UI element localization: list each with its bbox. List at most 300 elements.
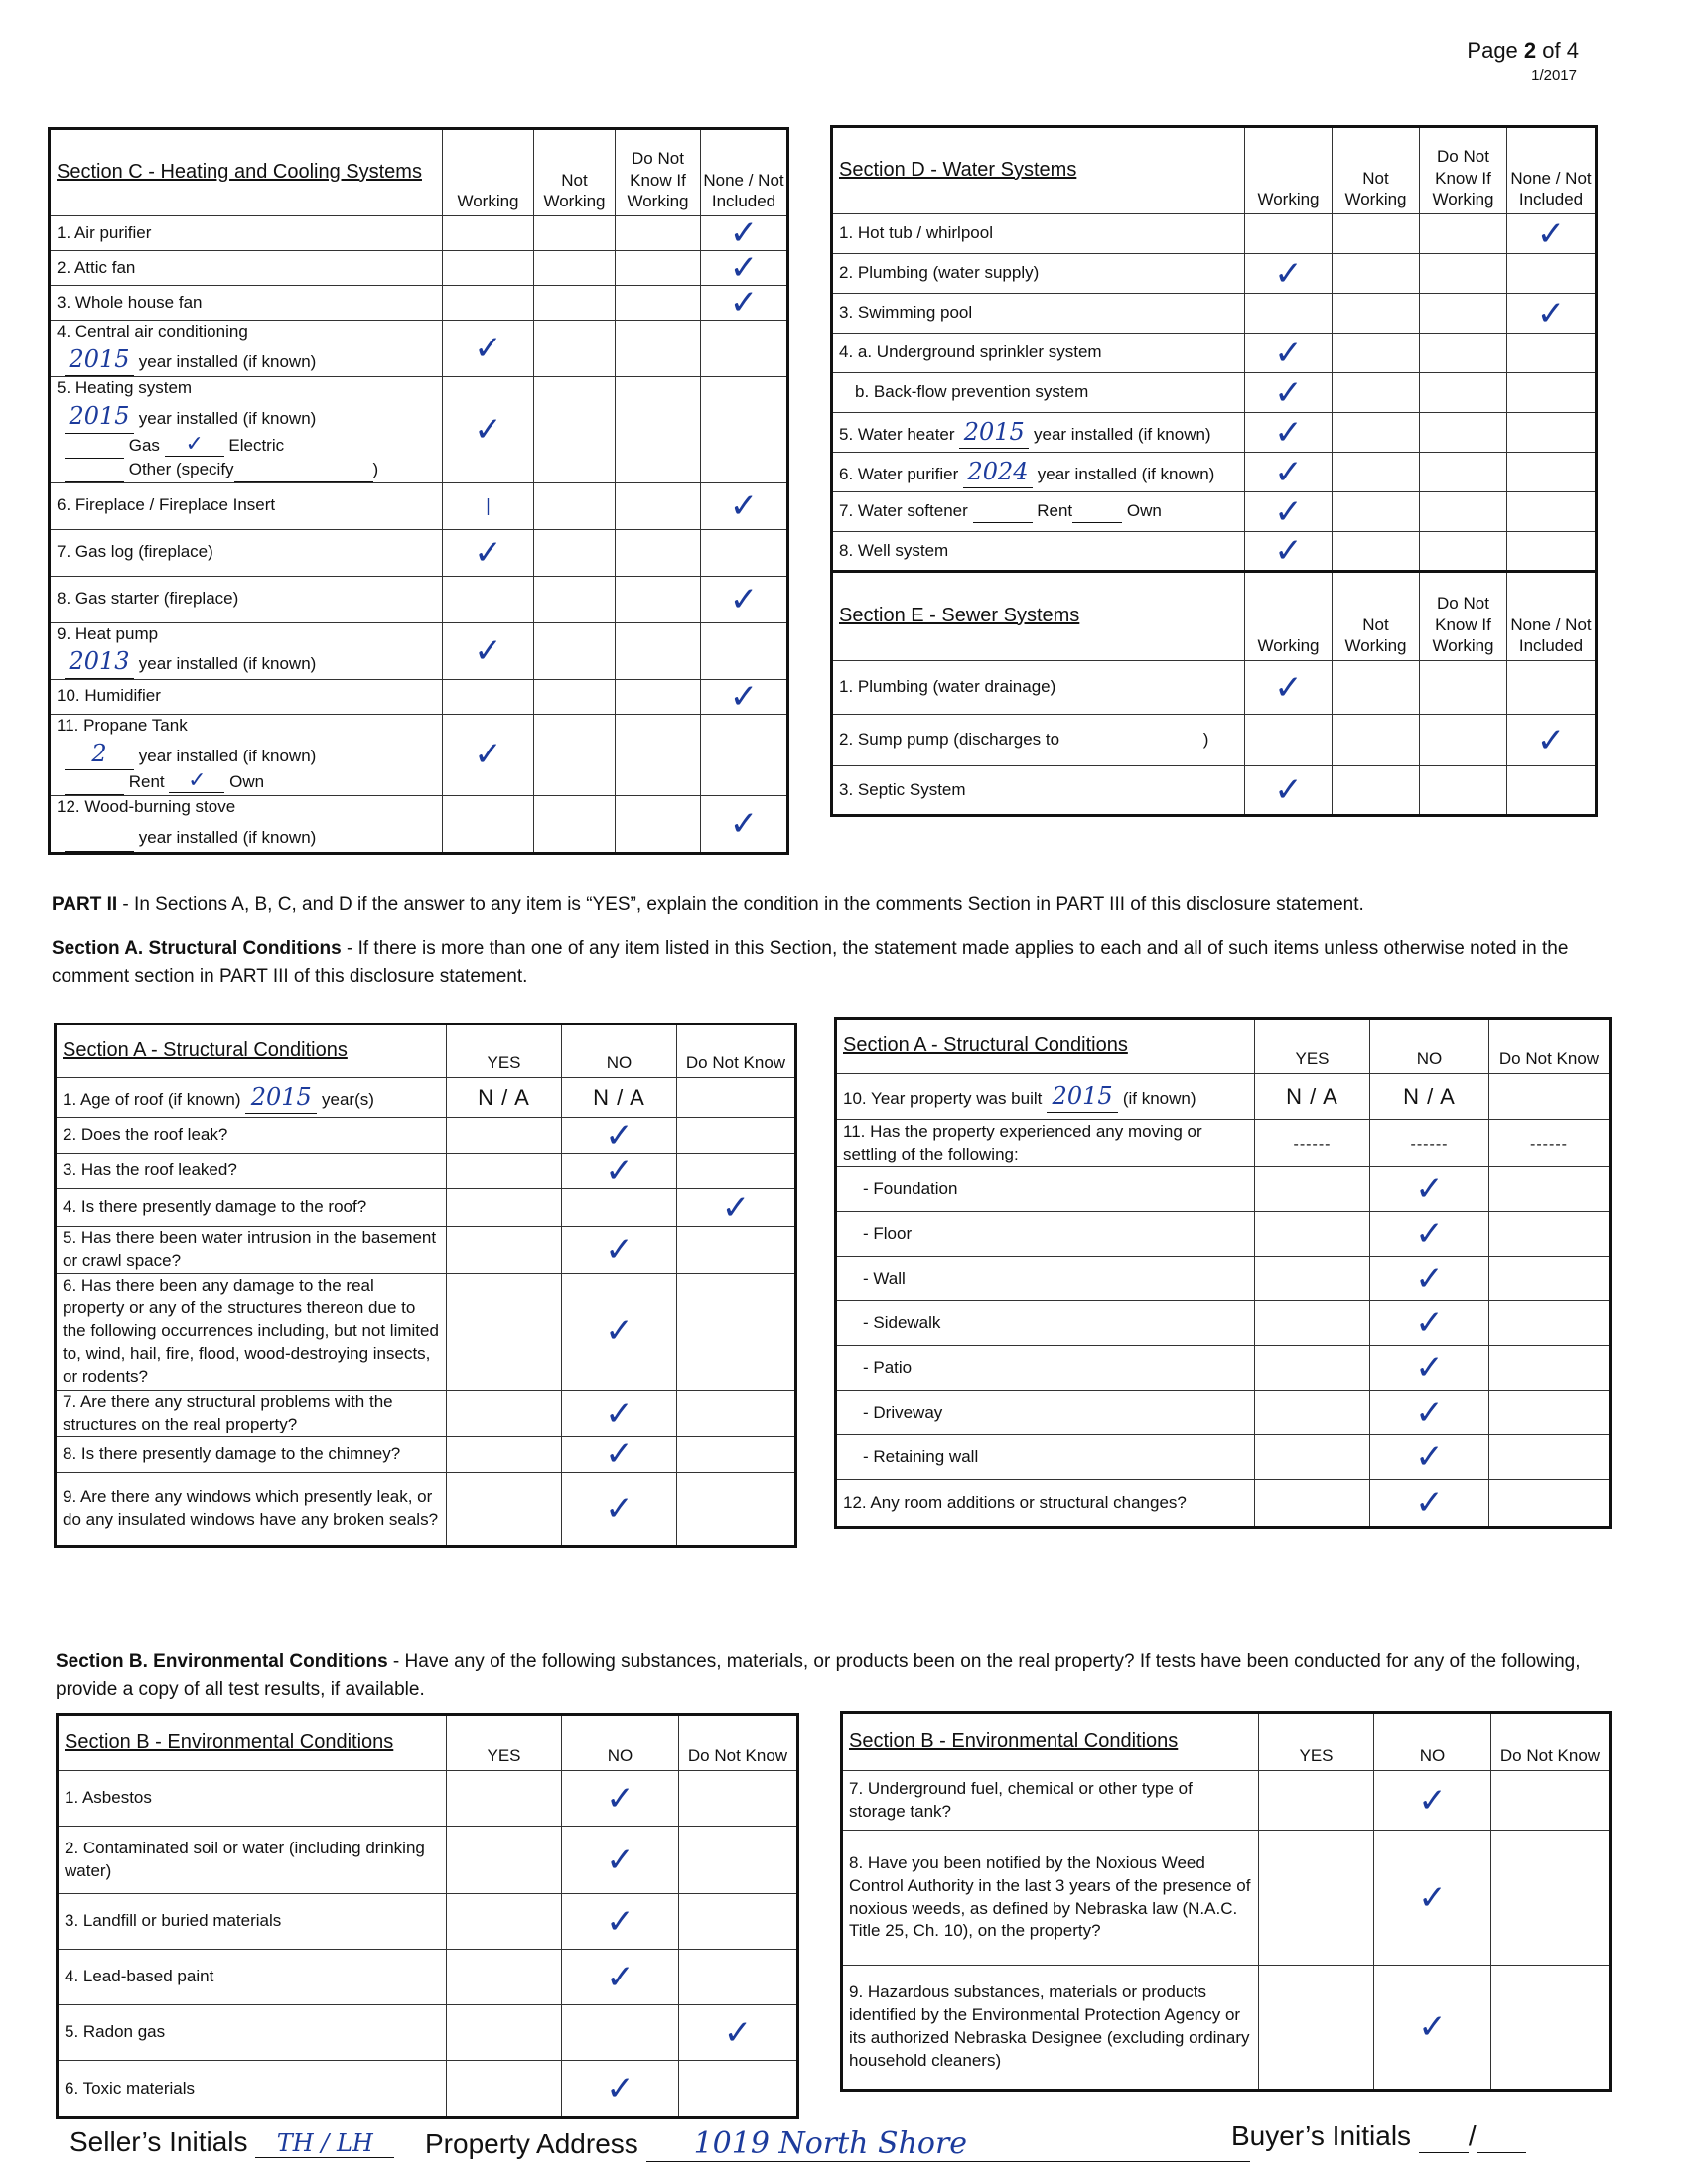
check-cell[interactable]	[1370, 1480, 1489, 1528]
check-cell[interactable]	[1333, 373, 1420, 413]
table-row	[832, 214, 1597, 254]
check-mark: ✓	[729, 804, 759, 845]
check-cell[interactable]	[1489, 1074, 1611, 1120]
item-label: 2. Attic fan	[57, 257, 136, 277]
item-label: 9. Are there any windows which presently leak, or do any insulated windows have any broken seals?	[63, 1486, 439, 1529]
check-cell[interactable]	[1255, 1346, 1370, 1391]
item-label: 3. Whole house fan	[57, 292, 203, 312]
check-cell[interactable]	[677, 1078, 796, 1118]
check-cell[interactable]	[1245, 254, 1333, 294]
year-installed-line	[57, 819, 436, 852]
buyer-initials-second[interactable]	[1477, 2120, 1526, 2153]
item-label-cell	[836, 1480, 1255, 1528]
section-a-right-table	[834, 1017, 1612, 1529]
item-label: 8. Is there presently damage to the chimney?	[63, 1443, 401, 1463]
check-cell[interactable]	[1255, 1301, 1370, 1346]
check-cell[interactable]	[616, 714, 701, 795]
check-cell[interactable]	[562, 1771, 679, 1827]
check-cell[interactable]	[1333, 661, 1420, 715]
check-cell[interactable]	[1259, 1966, 1374, 2091]
check-cell[interactable]	[1245, 453, 1333, 492]
check-mark: ✓	[729, 248, 759, 288]
item-label: 4. Lead-based paint	[65, 1967, 214, 1986]
item-label: 7. Water softener	[839, 500, 968, 520]
check-cell[interactable]	[1420, 254, 1507, 294]
check-cell[interactable]	[534, 529, 616, 576]
item-label: 12. Wood-burning stove	[57, 797, 236, 817]
check-cell[interactable]	[1489, 1435, 1611, 1480]
blank-line[interactable]	[1064, 729, 1203, 752]
page-number: Page 2 of 4	[1467, 38, 1579, 63]
table-row	[50, 286, 788, 321]
check-cell[interactable]	[1255, 1120, 1370, 1167]
check-cell[interactable]	[562, 1950, 679, 2005]
na-value: N / A	[478, 1084, 530, 1110]
check-cell[interactable]	[1255, 1391, 1370, 1435]
check-cell[interactable]	[677, 1227, 796, 1274]
check-cell[interactable]	[701, 248, 788, 288]
check-cell[interactable]	[1333, 413, 1420, 453]
check-cell[interactable]	[1489, 1120, 1611, 1167]
item-label: - Driveway	[863, 1402, 943, 1422]
check-mark: ✓	[1274, 452, 1303, 492]
check-cell[interactable]	[1245, 715, 1333, 766]
check-cell[interactable]	[1489, 1212, 1611, 1257]
check-cell[interactable]	[1507, 334, 1597, 373]
check-cell[interactable]	[679, 1894, 798, 1950]
check-cell[interactable]	[534, 622, 616, 679]
check-cell[interactable]	[447, 2061, 562, 2118]
check-cell[interactable]	[1420, 492, 1507, 532]
buyer-initials: Buyer’s Initials /	[1231, 2120, 1526, 2153]
property-address-value[interactable]: 1019 North Shore	[646, 2126, 1250, 2162]
check-cell[interactable]	[1370, 1391, 1489, 1435]
check-cell[interactable]	[1370, 1346, 1489, 1391]
check-cell[interactable]	[677, 1436, 796, 1472]
blank-line[interactable]	[65, 459, 124, 482]
table-row	[832, 766, 1597, 816]
check-cell[interactable]	[1255, 1074, 1370, 1120]
check-cell[interactable]	[1507, 453, 1597, 492]
check-cell[interactable]	[616, 482, 701, 529]
check-cell[interactable]	[534, 251, 616, 286]
check-mark: ✓	[729, 676, 759, 717]
year-installed-value[interactable]: 2	[65, 738, 134, 770]
check-mark: ✓	[606, 2069, 634, 2109]
check-cell[interactable]	[679, 1827, 798, 1894]
check-cell[interactable]	[1489, 1167, 1611, 1212]
check-cell[interactable]	[1370, 1074, 1489, 1120]
check-cell[interactable]	[1491, 1966, 1611, 2091]
table-row	[842, 1966, 1611, 2091]
col-not-working: Not Working	[1333, 127, 1420, 214]
check-cell[interactable]	[1420, 532, 1507, 572]
check-cell[interactable]	[616, 321, 701, 377]
check-cell[interactable]	[447, 1118, 562, 1154]
check-cell[interactable]	[1370, 1120, 1489, 1167]
check-cell[interactable]	[1374, 1771, 1491, 1831]
check-cell[interactable]	[1333, 492, 1420, 532]
check-cell[interactable]	[677, 1154, 796, 1189]
item-label-cell	[50, 796, 443, 854]
check-cell[interactable]	[443, 321, 534, 377]
part-ii-instructions: PART II - In Sections A, B, C, and D if the answer to any item is “YES”, explain the condition in the comments Section in PART III of this disclosure statement.	[52, 894, 1364, 915]
item-sublabel: year installed (if known)	[1034, 424, 1211, 444]
item-label: 10. Humidifier	[57, 686, 161, 706]
item-close: )	[1202, 729, 1209, 749]
item-label-cell	[832, 413, 1245, 453]
check-cell[interactable]	[701, 622, 788, 679]
check-cell[interactable]	[1333, 715, 1420, 766]
item-label-cell	[842, 1771, 1259, 1831]
check-cell[interactable]	[562, 2061, 679, 2118]
item-label: 1. Asbestos	[65, 1788, 152, 1808]
check-cell[interactable]	[534, 679, 616, 714]
check-cell[interactable]	[1507, 373, 1597, 413]
electric-check[interactable]: ✓	[165, 434, 224, 457]
check-mark: ✓	[729, 213, 759, 253]
check-cell[interactable]	[1245, 214, 1333, 254]
check-cell[interactable]	[1420, 294, 1507, 334]
check-cell[interactable]	[616, 286, 701, 321]
blank-line[interactable]	[973, 500, 1033, 524]
item-label: 1. Hot tub / whirlpool	[839, 223, 993, 243]
item-label: 2. Does the roof leak?	[63, 1125, 228, 1145]
check-cell[interactable]	[701, 377, 788, 482]
check-mark: ✓	[474, 329, 502, 369]
check-cell[interactable]	[443, 377, 534, 482]
check-cell[interactable]	[1259, 1771, 1374, 1831]
table-row	[50, 796, 788, 854]
col-working: Working	[1245, 127, 1333, 214]
check-cell[interactable]	[1370, 1257, 1489, 1301]
check-cell[interactable]	[1333, 294, 1420, 334]
item-label: - Patio	[863, 1357, 913, 1377]
buyer-initials-first[interactable]	[1419, 2120, 1469, 2153]
check-cell[interactable]	[1370, 1301, 1489, 1346]
year-installed-value[interactable]: 2015	[245, 1081, 317, 1114]
check-cell[interactable]	[1507, 532, 1597, 572]
check-cell[interactable]	[443, 286, 534, 321]
section-a-intro: Section A. Structural Conditions - If there is more than one of any item listed in this Section, the statement made applies to each and all of such items unless otherwise noted in the comment section in PART III of this disclosure statement.	[52, 938, 1569, 987]
item-label-cell	[836, 1301, 1255, 1346]
blank-line[interactable]	[65, 771, 124, 795]
item-label: 7. Underground fuel, chemical or other type of storage tank?	[849, 1778, 1193, 1821]
item-label-cell	[50, 321, 443, 377]
check-cell[interactable]	[701, 283, 788, 323]
check-mark: ✓	[723, 2012, 753, 2053]
check-cell[interactable]	[534, 576, 616, 622]
check-cell[interactable]	[534, 216, 616, 251]
year-installed-value[interactable]: 2013	[65, 645, 134, 678]
year-installed-value[interactable]	[65, 819, 134, 852]
check-cell[interactable]	[677, 1189, 796, 1227]
year-installed-value[interactable]: 2024	[963, 456, 1033, 488]
check-cell[interactable]	[562, 2005, 679, 2061]
check-cell[interactable]	[701, 321, 788, 377]
table-row	[836, 1120, 1611, 1167]
item-label-cell	[50, 216, 443, 251]
na-value: N / A	[1403, 1083, 1456, 1109]
check-cell[interactable]	[701, 213, 788, 253]
year-installed-value[interactable]: 2015	[1047, 1080, 1118, 1113]
item-label: 3. Septic System	[839, 779, 966, 799]
check-cell[interactable]	[1507, 661, 1597, 715]
item-label-cell	[836, 1346, 1255, 1391]
check-cell[interactable]	[679, 1771, 798, 1827]
check-cell[interactable]	[616, 251, 701, 286]
check-cell[interactable]	[679, 2005, 798, 2061]
seller-initials: Seller’s Initials TH / LH	[70, 2126, 394, 2158]
property-address: Property Address 1019 North Shore	[425, 2126, 1250, 2162]
check-cell[interactable]	[616, 622, 701, 679]
check-cell[interactable]	[616, 216, 701, 251]
check-cell[interactable]	[1255, 1167, 1370, 1212]
check-cell[interactable]	[1333, 453, 1420, 492]
check-cell[interactable]	[1255, 1257, 1370, 1301]
check-cell[interactable]	[1374, 1966, 1491, 2091]
check-cell[interactable]	[1245, 492, 1333, 532]
check-cell[interactable]	[443, 796, 534, 854]
check-cell[interactable]	[1374, 1831, 1491, 1966]
check-cell[interactable]	[1507, 214, 1597, 254]
check-cell[interactable]	[1255, 1435, 1370, 1480]
check-cell[interactable]	[447, 1390, 562, 1436]
check-cell[interactable]	[447, 1273, 562, 1390]
check-mark: ✓	[1415, 1169, 1444, 1209]
check-cell[interactable]	[534, 286, 616, 321]
check-mark: ✓	[1415, 1437, 1444, 1477]
check-cell[interactable]	[1507, 413, 1597, 453]
table-row	[836, 1391, 1611, 1435]
check-cell[interactable]	[534, 482, 616, 529]
check-cell[interactable]	[701, 482, 788, 529]
year-installed-value[interactable]: 2015	[959, 416, 1029, 449]
check-cell[interactable]	[562, 1894, 679, 1950]
check-cell[interactable]	[1420, 413, 1507, 453]
check-cell[interactable]	[534, 796, 616, 854]
item-label: 3. Swimming pool	[839, 303, 973, 323]
check-cell[interactable]	[1245, 334, 1333, 373]
table-row	[50, 251, 788, 286]
check-cell[interactable]	[1489, 1301, 1611, 1346]
check-cell[interactable]	[562, 1273, 677, 1390]
check-cell[interactable]	[1420, 373, 1507, 413]
item-suffix: year(s)	[322, 1089, 374, 1109]
blank-line[interactable]	[234, 459, 373, 482]
check-cell[interactable]	[1420, 766, 1507, 816]
check-cell[interactable]	[1255, 1480, 1370, 1528]
table-row	[50, 216, 788, 251]
col-do-not-know: Do Not Know	[1491, 1713, 1611, 1771]
check-mark: ✓	[1274, 253, 1303, 294]
gas-label: Gas	[128, 435, 160, 455]
item-label: 7. Gas log (fireplace)	[57, 542, 213, 562]
check-cell[interactable]	[679, 2061, 798, 2118]
col-none: None / Not Included	[1507, 127, 1597, 214]
check-cell[interactable]	[447, 1436, 562, 1472]
item-label: 1. Air purifier	[57, 222, 152, 242]
item-label-cell	[56, 1118, 447, 1154]
check-cell[interactable]	[443, 622, 534, 679]
check-cell[interactable]	[562, 1151, 677, 1191]
check-cell[interactable]	[1420, 453, 1507, 492]
check-cell[interactable]	[447, 1227, 562, 1274]
item-label-cell	[832, 334, 1245, 373]
check-cell[interactable]	[443, 529, 534, 576]
check-mark: ✓	[1274, 667, 1303, 708]
check-cell[interactable]	[447, 1189, 562, 1227]
check-cell[interactable]	[1245, 294, 1333, 334]
check-cell[interactable]	[1507, 254, 1597, 294]
check-cell[interactable]	[1333, 214, 1420, 254]
check-cell[interactable]	[1420, 661, 1507, 715]
check-cell[interactable]	[562, 1189, 677, 1227]
check-cell[interactable]	[1489, 1346, 1611, 1391]
item-label: 11. Propane Tank	[57, 715, 188, 735]
check-cell[interactable]	[701, 714, 788, 795]
item-label-cell	[50, 529, 443, 576]
check-cell[interactable]	[443, 216, 534, 251]
check-mark: ✓	[1418, 2007, 1447, 2047]
check-cell[interactable]	[701, 676, 788, 717]
check-cell[interactable]	[1245, 532, 1333, 572]
check-cell[interactable]	[616, 377, 701, 482]
check-cell[interactable]	[677, 1118, 796, 1154]
check-cell[interactable]	[1333, 766, 1420, 816]
year-installed-value[interactable]: 2015	[65, 343, 134, 376]
check-cell[interactable]	[1491, 1831, 1611, 1966]
check-cell[interactable]	[1245, 766, 1333, 816]
check-cell[interactable]	[562, 1434, 677, 1475]
check-cell[interactable]	[562, 1227, 677, 1274]
check-cell[interactable]	[534, 321, 616, 377]
check-cell[interactable]	[1333, 334, 1420, 373]
own-check[interactable]	[1072, 500, 1122, 524]
check-cell[interactable]	[701, 576, 788, 622]
check-cell[interactable]	[534, 377, 616, 482]
own-check[interactable]: ✓	[169, 770, 224, 793]
check-cell[interactable]	[1507, 492, 1597, 532]
check-cell[interactable]	[1370, 1212, 1489, 1257]
item-label-cell	[56, 1227, 447, 1274]
check-cell[interactable]	[562, 1827, 679, 1894]
check-cell[interactable]	[1489, 1391, 1611, 1435]
stray-mark: |	[485, 495, 492, 516]
item-label-cell	[50, 286, 443, 321]
check-cell[interactable]	[443, 251, 534, 286]
check-cell[interactable]	[443, 679, 534, 714]
check-mark: ✓	[1536, 720, 1566, 760]
check-cell[interactable]	[679, 1950, 798, 2005]
check-cell[interactable]	[701, 529, 788, 576]
check-cell[interactable]	[1489, 1257, 1611, 1301]
item-sublabel: year installed (if known)	[138, 746, 317, 765]
check-cell[interactable]	[1507, 766, 1597, 816]
check-cell[interactable]	[1255, 1212, 1370, 1257]
table-row	[50, 714, 788, 795]
check-cell[interactable]	[447, 1894, 562, 1950]
check-cell[interactable]	[1420, 214, 1507, 254]
check-cell[interactable]	[1507, 294, 1597, 334]
table-row	[836, 1346, 1611, 1391]
check-cell[interactable]	[1491, 1771, 1611, 1831]
item-sublabel: year installed (if known)	[138, 828, 317, 848]
check-cell[interactable]	[447, 2005, 562, 2061]
item-label: 2. Contaminated soil or water (including drinking water)	[65, 1838, 425, 1880]
section-d-title: Section D - Water Systems	[832, 127, 1245, 214]
blank-line[interactable]	[65, 435, 124, 459]
table-row	[56, 1078, 796, 1118]
table-row	[56, 1189, 796, 1227]
check-cell[interactable]	[1333, 532, 1420, 572]
check-cell[interactable]	[447, 1472, 562, 1546]
check-cell[interactable]	[562, 1115, 677, 1156]
check-cell[interactable]	[534, 714, 616, 795]
check-cell[interactable]	[443, 714, 534, 795]
check-cell[interactable]	[677, 1390, 796, 1436]
item-label-cell	[58, 1950, 447, 2005]
check-cell[interactable]	[1245, 413, 1333, 453]
seller-initials-value[interactable]: TH / LH	[255, 2129, 394, 2158]
check-cell[interactable]	[616, 796, 701, 854]
col-not-working: Not Working	[534, 129, 616, 216]
check-cell[interactable]	[1420, 715, 1507, 766]
check-cell[interactable]	[1370, 1435, 1489, 1480]
item-sublabel: year installed (if known)	[138, 654, 317, 674]
check-cell[interactable]	[1507, 715, 1597, 766]
year-installed-line	[57, 645, 436, 678]
rent-label: Rent	[1037, 500, 1073, 520]
col-yes: YES	[1255, 1019, 1370, 1074]
check-cell[interactable]	[447, 1950, 562, 2005]
table-row	[832, 413, 1597, 453]
check-cell[interactable]	[677, 1273, 796, 1390]
check-cell[interactable]	[447, 1154, 562, 1189]
table-row	[842, 1771, 1611, 1831]
check-cell[interactable]	[447, 1771, 562, 1827]
item-label: 5. Has there been water intrusion in the basement or crawl space?	[63, 1228, 437, 1270]
check-cell[interactable]	[1333, 254, 1420, 294]
section-a-title: Section A - Structural Conditions	[56, 1024, 447, 1078]
check-cell[interactable]	[1370, 1167, 1489, 1212]
check-cell[interactable]	[616, 529, 701, 576]
dash-value: ------	[1293, 1135, 1332, 1153]
check-cell[interactable]	[1489, 1480, 1611, 1528]
check-cell[interactable]	[562, 1472, 677, 1546]
item-label: 4. Is there presently damage to the roof?	[63, 1197, 367, 1217]
check-cell[interactable]	[443, 576, 534, 622]
check-cell[interactable]	[562, 1390, 677, 1436]
check-cell[interactable]	[562, 1078, 677, 1118]
check-cell[interactable]	[1245, 373, 1333, 413]
check-cell[interactable]	[616, 576, 701, 622]
check-cell[interactable]	[701, 796, 788, 854]
check-cell[interactable]	[447, 1827, 562, 1894]
year-installed-value[interactable]: 2015	[65, 400, 134, 433]
rent-label: Rent	[128, 772, 165, 792]
check-cell[interactable]	[443, 482, 534, 529]
check-cell[interactable]	[1420, 334, 1507, 373]
item-label-cell	[58, 2005, 447, 2061]
dash-value: ------	[1530, 1135, 1568, 1153]
col-no: NO	[1370, 1019, 1489, 1074]
check-cell[interactable]	[616, 679, 701, 714]
check-cell[interactable]	[1259, 1831, 1374, 1966]
check-cell[interactable]	[1245, 661, 1333, 715]
check-cell[interactable]	[447, 1078, 562, 1118]
check-cell[interactable]	[677, 1472, 796, 1546]
